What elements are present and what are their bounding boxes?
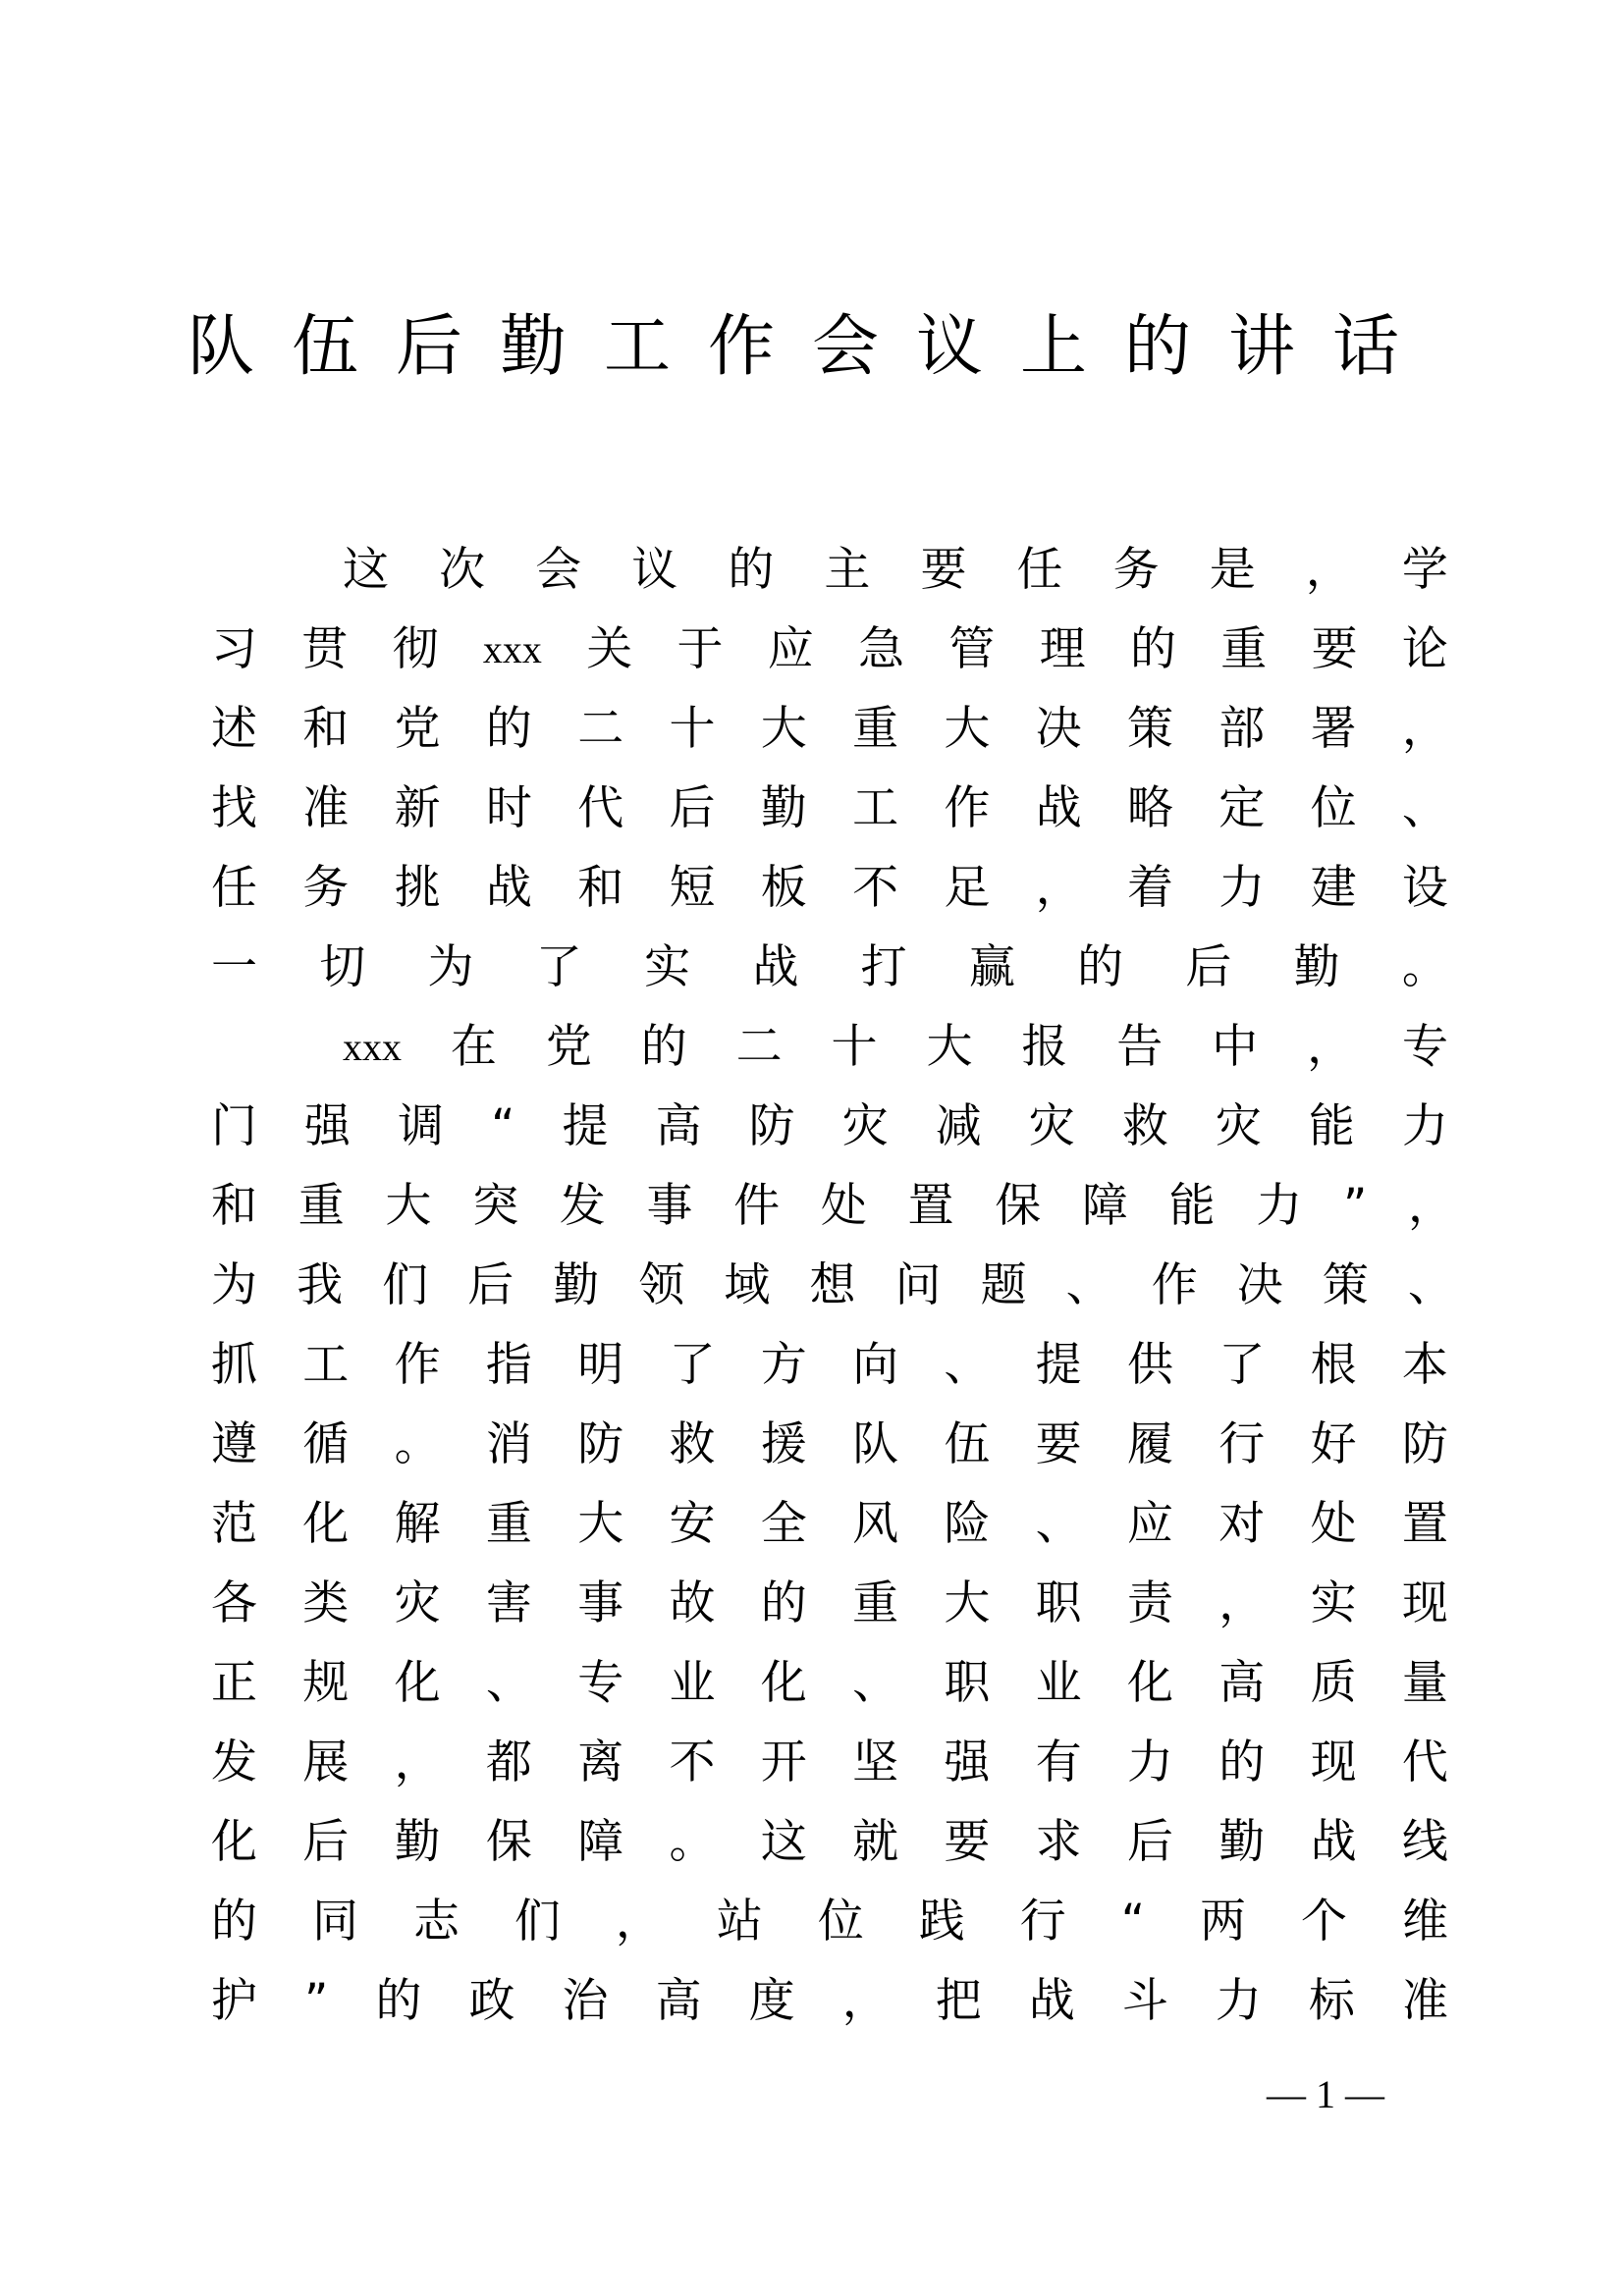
text-glyph: ， — [1305, 543, 1352, 597]
text-glyph: 高 — [1218, 1656, 1266, 1710]
text-glyph: 一 — [211, 940, 257, 994]
text-glyph: 勤 — [394, 1815, 441, 1869]
text-glyph: 遵 — [211, 1417, 257, 1471]
text-glyph: xxx — [482, 626, 542, 671]
text-glyph: 十 — [669, 702, 716, 756]
text-glyph: 。 — [394, 1417, 441, 1471]
text-glyph: 决 — [1035, 702, 1082, 756]
text-glyph: 大 — [385, 1179, 432, 1233]
text-glyph: 主 — [824, 543, 871, 597]
text-glyph: 议 — [631, 543, 678, 597]
text-glyph: 重 — [852, 1576, 899, 1630]
text-glyph: 方 — [760, 1338, 807, 1392]
text-glyph: 急 — [858, 622, 905, 676]
text-glyph: 灾 — [841, 1099, 889, 1153]
text-glyph: 治 — [562, 1974, 609, 2028]
text-glyph: 突 — [472, 1179, 519, 1233]
text-glyph: 、 — [852, 1656, 899, 1710]
text-glyph: 要 — [920, 543, 967, 597]
text-glyph: 实 — [644, 940, 691, 994]
text-glyph: 学 — [1401, 543, 1448, 597]
text-glyph: 抓 — [211, 1338, 257, 1392]
text-glyph: 根 — [1310, 1338, 1357, 1392]
text-glyph: 想 — [809, 1258, 856, 1312]
text-glyph: 时 — [485, 781, 532, 835]
text-glyph: 大 — [577, 1497, 624, 1551]
text-glyph: “ — [1120, 1895, 1146, 1949]
document-body — [211, 530, 1454, 2041]
text-glyph: 调 — [398, 1099, 445, 1153]
text-glyph: 线 — [1401, 1815, 1448, 1869]
page-number: — 1 — — [1267, 2072, 1384, 2116]
text-glyph: 位 — [817, 1895, 864, 1949]
text-glyph: 件 — [733, 1179, 781, 1233]
text-glyph: 重 — [298, 1179, 345, 1233]
text-glyph: 职 — [944, 1656, 991, 1710]
text-glyph: 这 — [760, 1815, 807, 1869]
text-glyph: 实 — [1310, 1576, 1357, 1630]
text-glyph: 能 — [1308, 1099, 1355, 1153]
text-glyph: 、 — [1035, 1497, 1082, 1551]
text-glyph: 求 — [1035, 1815, 1082, 1869]
text-glyph: 的 — [1218, 1735, 1266, 1789]
text-glyph: 和 — [211, 1179, 257, 1233]
text-glyph: 板 — [760, 861, 807, 915]
text-glyph: 作 — [1151, 1258, 1198, 1312]
text-glyph: 代 — [577, 781, 624, 835]
text-glyph: 于 — [677, 622, 724, 676]
text-glyph: 都 — [485, 1735, 532, 1789]
text-glyph: 工 — [302, 1338, 350, 1392]
text-glyph: 险 — [944, 1497, 991, 1551]
text-glyph: 大 — [944, 702, 991, 756]
text-glyph: 新 — [394, 781, 441, 835]
text-glyph: 各 — [211, 1576, 257, 1630]
text-glyph: 高 — [655, 1974, 702, 2028]
text-glyph: 提 — [1035, 1338, 1082, 1392]
text-glyph: 代 — [1401, 1735, 1448, 1789]
text-glyph: 害 — [485, 1576, 532, 1630]
text-glyph: 的 — [1077, 940, 1124, 994]
text-glyph: 事 — [577, 1576, 624, 1630]
text-glyph: 短 — [669, 861, 716, 915]
text-glyph: 发 — [211, 1735, 257, 1789]
text-glyph: 战 — [1028, 1974, 1075, 2028]
paragraph-line — [211, 689, 1448, 769]
text-glyph: 重 — [852, 702, 899, 756]
text-glyph: 后 — [669, 781, 716, 835]
text-glyph: 护 — [211, 1974, 257, 2028]
text-glyph: 障 — [577, 1815, 624, 1869]
text-glyph: 类 — [302, 1576, 350, 1630]
text-glyph: 任 — [1016, 543, 1063, 597]
text-glyph: 故 — [669, 1576, 716, 1630]
text-glyph: 大 — [944, 1576, 991, 1630]
text-glyph: 为 — [211, 1258, 257, 1312]
text-glyph: 强 — [304, 1099, 352, 1153]
text-glyph: 后 — [1185, 940, 1232, 994]
text-glyph: 准 — [1401, 1974, 1448, 2028]
text-glyph: 着 — [1126, 861, 1173, 915]
text-glyph: 本 — [1401, 1338, 1448, 1392]
text-glyph: 足 — [944, 861, 991, 915]
text-glyph: 位 — [1310, 781, 1357, 835]
text-glyph: 打 — [860, 940, 907, 994]
text-glyph: ， — [1035, 861, 1082, 915]
text-glyph: 不 — [852, 861, 899, 915]
text-glyph: 发 — [559, 1179, 606, 1233]
text-glyph: 习 — [211, 622, 257, 676]
text-glyph: 的 — [485, 702, 532, 756]
text-glyph: 个 — [1301, 1895, 1348, 1949]
text-glyph: 践 — [918, 1895, 965, 1949]
text-glyph: 切 — [319, 940, 366, 994]
text-glyph: 保 — [485, 1815, 532, 1869]
text-glyph: 处 — [1310, 1497, 1357, 1551]
text-glyph: 报 — [1021, 1020, 1068, 1074]
text-glyph: 灾 — [1028, 1099, 1075, 1153]
text-glyph: 准 — [302, 781, 350, 835]
text-glyph: 量 — [1401, 1656, 1448, 1710]
text-glyph: 提 — [562, 1099, 609, 1153]
text-glyph: 范 — [211, 1497, 257, 1551]
text-glyph: 了 — [535, 940, 582, 994]
text-glyph: 党 — [545, 1020, 592, 1074]
text-glyph: ” — [1342, 1179, 1368, 1233]
text-glyph: 定 — [1218, 781, 1266, 835]
text-glyph: 政 — [468, 1974, 515, 2028]
text-glyph: 防 — [748, 1099, 795, 1153]
text-glyph: 勤 — [1293, 940, 1340, 994]
paragraph-line — [211, 1961, 1448, 2041]
paragraph-line — [211, 1087, 1448, 1166]
paragraph-line — [211, 928, 1448, 1007]
text-glyph: 贯 — [301, 622, 349, 676]
text-glyph: ， — [1407, 1179, 1454, 1233]
text-glyph: 业 — [669, 1656, 716, 1710]
text-glyph: 事 — [646, 1179, 693, 1233]
text-glyph: 行 — [1019, 1895, 1066, 1949]
text-glyph: 力 — [1215, 1974, 1262, 2028]
paragraph-line — [211, 848, 1448, 928]
text-glyph: 开 — [760, 1735, 807, 1789]
text-glyph: 域 — [724, 1258, 771, 1312]
text-glyph: 保 — [995, 1179, 1042, 1233]
text-glyph: 安 — [669, 1497, 716, 1551]
text-glyph: 履 — [1126, 1417, 1173, 1471]
text-glyph: 任 — [211, 861, 257, 915]
paragraph-line — [211, 610, 1448, 689]
text-glyph: 化 — [302, 1497, 350, 1551]
text-glyph: 不 — [669, 1735, 716, 1789]
text-glyph: 明 — [577, 1338, 624, 1392]
text-glyph: 现 — [1310, 1735, 1357, 1789]
text-glyph: 好 — [1310, 1417, 1357, 1471]
text-glyph: 们 — [514, 1895, 561, 1949]
text-glyph: 化 — [760, 1656, 807, 1710]
text-glyph: 、 — [1407, 1258, 1454, 1312]
text-glyph: 质 — [1310, 1656, 1357, 1710]
text-glyph: 应 — [767, 622, 814, 676]
text-glyph: ， — [841, 1974, 889, 2028]
text-glyph: 署 — [1310, 702, 1357, 756]
text-glyph: 消 — [485, 1417, 532, 1471]
text-glyph: 化 — [211, 1815, 257, 1869]
text-glyph: ， — [615, 1895, 662, 1949]
text-glyph: 力 — [1218, 861, 1266, 915]
text-glyph: 现 — [1401, 1576, 1448, 1630]
text-glyph: ， — [394, 1735, 441, 1789]
text-glyph: 要 — [1311, 622, 1358, 676]
text-glyph: 规 — [302, 1656, 350, 1710]
text-glyph: 的 — [1129, 622, 1176, 676]
text-glyph: 业 — [1035, 1656, 1082, 1710]
text-glyph: 救 — [1121, 1099, 1168, 1153]
text-glyph: 勤 — [1218, 1815, 1266, 1869]
paragraph-line — [211, 1723, 1448, 1802]
text-glyph: 重 — [485, 1497, 532, 1551]
text-glyph: 在 — [450, 1020, 497, 1074]
text-glyph: 二 — [735, 1020, 783, 1074]
text-glyph: 灾 — [1215, 1099, 1262, 1153]
text-glyph: 行 — [1218, 1417, 1266, 1471]
text-glyph: 战 — [1310, 1815, 1357, 1869]
text-glyph: 、 — [1401, 781, 1448, 835]
text-glyph: 设 — [1401, 861, 1448, 915]
text-glyph: 置 — [907, 1179, 954, 1233]
text-glyph: 大 — [926, 1020, 973, 1074]
text-glyph: 略 — [1126, 781, 1173, 835]
text-glyph: 高 — [655, 1099, 702, 1153]
paragraph-line — [211, 1007, 1448, 1087]
paragraph-line — [211, 1564, 1448, 1643]
text-glyph: 我 — [297, 1258, 344, 1312]
text-glyph: 两 — [1200, 1895, 1247, 1949]
text-glyph: 正 — [211, 1656, 257, 1710]
text-glyph: 和 — [577, 861, 624, 915]
text-glyph: 伍 — [944, 1417, 991, 1471]
text-glyph: 防 — [1401, 1417, 1448, 1471]
text-glyph: 就 — [852, 1815, 899, 1869]
text-glyph: 这 — [343, 543, 389, 597]
text-glyph: 灾 — [394, 1576, 441, 1630]
text-glyph: 部 — [1218, 702, 1266, 756]
text-glyph: 的 — [640, 1020, 687, 1074]
text-glyph: 对 — [1218, 1497, 1266, 1551]
text-glyph: 十 — [831, 1020, 878, 1074]
text-glyph: 解 — [394, 1497, 441, 1551]
text-glyph: 斗 — [1121, 1974, 1168, 2028]
text-glyph: 挑 — [394, 861, 441, 915]
text-glyph: 彻 — [392, 622, 439, 676]
text-glyph: 述 — [211, 702, 257, 756]
text-glyph: 力 — [1401, 1099, 1448, 1153]
text-glyph: 的 — [728, 543, 775, 597]
text-glyph: 勤 — [553, 1258, 600, 1312]
text-glyph: 的 — [760, 1576, 807, 1630]
text-glyph: 。 — [669, 1815, 716, 1869]
text-glyph: 后 — [467, 1258, 514, 1312]
text-glyph: 后 — [302, 1815, 350, 1869]
text-glyph: 二 — [577, 702, 624, 756]
text-glyph: 了 — [669, 1338, 716, 1392]
paragraph-line — [211, 1405, 1448, 1484]
paragraph-line — [211, 1484, 1448, 1564]
text-glyph: 、 — [485, 1656, 532, 1710]
text-glyph: 指 — [485, 1338, 532, 1392]
paragraph-line — [211, 769, 1448, 848]
text-glyph: 领 — [638, 1258, 685, 1312]
text-glyph: 关 — [586, 622, 633, 676]
text-glyph: 重 — [1220, 622, 1268, 676]
text-glyph: 化 — [1126, 1656, 1173, 1710]
text-glyph: 把 — [935, 1974, 982, 2028]
text-glyph: 党 — [394, 702, 441, 756]
text-glyph: 们 — [382, 1258, 429, 1312]
text-glyph: 责 — [1126, 1576, 1173, 1630]
text-glyph: 维 — [1401, 1895, 1448, 1949]
text-glyph: 障 — [1081, 1179, 1128, 1233]
text-glyph: 循 — [302, 1417, 350, 1471]
text-glyph: 工 — [852, 781, 899, 835]
text-glyph: 化 — [394, 1656, 441, 1710]
text-glyph: ， — [1307, 1020, 1354, 1074]
text-glyph: 。 — [1401, 940, 1448, 994]
text-glyph: 离 — [577, 1735, 624, 1789]
text-glyph: 职 — [1035, 1576, 1082, 1630]
text-glyph: 策 — [1322, 1258, 1369, 1312]
paragraph-line — [211, 1246, 1454, 1325]
text-glyph: 志 — [412, 1895, 460, 1949]
text-glyph: 标 — [1308, 1974, 1355, 2028]
text-glyph: 为 — [427, 940, 474, 994]
text-glyph: 管 — [948, 622, 996, 676]
text-glyph: 论 — [1401, 622, 1448, 676]
text-glyph: 置 — [1401, 1497, 1448, 1551]
text-glyph: 力 — [1126, 1735, 1173, 1789]
text-glyph: 援 — [760, 1417, 807, 1471]
text-glyph: 作 — [394, 1338, 441, 1392]
text-glyph: 处 — [820, 1179, 867, 1233]
text-glyph: 务 — [1112, 543, 1160, 597]
text-glyph: 风 — [852, 1497, 899, 1551]
paragraph-line — [211, 1802, 1448, 1882]
text-glyph: 告 — [1116, 1020, 1164, 1074]
text-glyph: 全 — [760, 1497, 807, 1551]
text-glyph: 向 — [852, 1338, 899, 1392]
text-glyph: 理 — [1039, 622, 1086, 676]
text-glyph: 队 — [852, 1417, 899, 1471]
text-glyph: 了 — [1218, 1338, 1266, 1392]
paragraph-line — [211, 1882, 1448, 1961]
text-glyph: 、 — [944, 1338, 991, 1392]
text-glyph: 赢 — [968, 940, 1015, 994]
text-glyph: 决 — [1236, 1258, 1283, 1312]
text-glyph: 题 — [980, 1258, 1027, 1312]
text-glyph: 展 — [302, 1735, 350, 1789]
text-glyph: 专 — [1401, 1020, 1448, 1074]
text-glyph: 策 — [1126, 702, 1173, 756]
text-glyph: 战 — [1035, 781, 1082, 835]
text-glyph: 供 — [1126, 1338, 1173, 1392]
text-glyph: 务 — [302, 861, 350, 915]
text-glyph: 、 — [1065, 1258, 1112, 1312]
text-glyph: 有 — [1035, 1735, 1082, 1789]
text-glyph: 是 — [1209, 543, 1256, 597]
text-glyph: 能 — [1168, 1179, 1216, 1233]
text-glyph: 度 — [748, 1974, 795, 2028]
text-glyph: 中 — [1212, 1020, 1259, 1074]
text-glyph: 坚 — [852, 1735, 899, 1789]
text-glyph: ” — [304, 1974, 329, 2028]
paragraph-line — [211, 1166, 1454, 1246]
text-glyph: 同 — [311, 1895, 358, 1949]
text-glyph: 力 — [1256, 1179, 1303, 1233]
text-glyph: 的 — [211, 1895, 257, 1949]
text-glyph: 门 — [211, 1099, 257, 1153]
text-glyph: 减 — [935, 1099, 982, 1153]
text-glyph: 和 — [302, 702, 350, 756]
text-glyph: 找 — [211, 781, 257, 835]
text-glyph: 战 — [485, 861, 532, 915]
text-glyph: ， — [1218, 1576, 1266, 1630]
text-glyph: 建 — [1310, 861, 1357, 915]
document-title: 队伍后勤工作会议上的讲话 — [187, 308, 1436, 386]
text-glyph: 防 — [577, 1417, 624, 1471]
text-glyph: 后 — [1126, 1815, 1173, 1869]
text-glyph: 救 — [669, 1417, 716, 1471]
text-glyph: “ — [491, 1099, 515, 1153]
text-glyph: 要 — [1035, 1417, 1082, 1471]
paragraph-line — [211, 530, 1448, 610]
text-glyph: 作 — [944, 781, 991, 835]
text-glyph: 问 — [894, 1258, 942, 1312]
text-glyph: 站 — [716, 1895, 763, 1949]
text-glyph: 次 — [439, 543, 486, 597]
text-glyph: 的 — [375, 1974, 422, 2028]
text-glyph: 勤 — [760, 781, 807, 835]
paragraph-line — [211, 1643, 1448, 1723]
text-glyph: 专 — [577, 1656, 624, 1710]
text-glyph: ， — [1401, 702, 1448, 756]
text-glyph: 会 — [535, 543, 582, 597]
text-glyph: 要 — [944, 1815, 991, 1869]
text-glyph: xxx — [343, 1024, 402, 1069]
text-glyph: 强 — [944, 1735, 991, 1789]
text-glyph: 战 — [752, 940, 799, 994]
text-glyph: 大 — [760, 702, 807, 756]
paragraph-line — [211, 1325, 1448, 1405]
text-glyph: 应 — [1126, 1497, 1173, 1551]
